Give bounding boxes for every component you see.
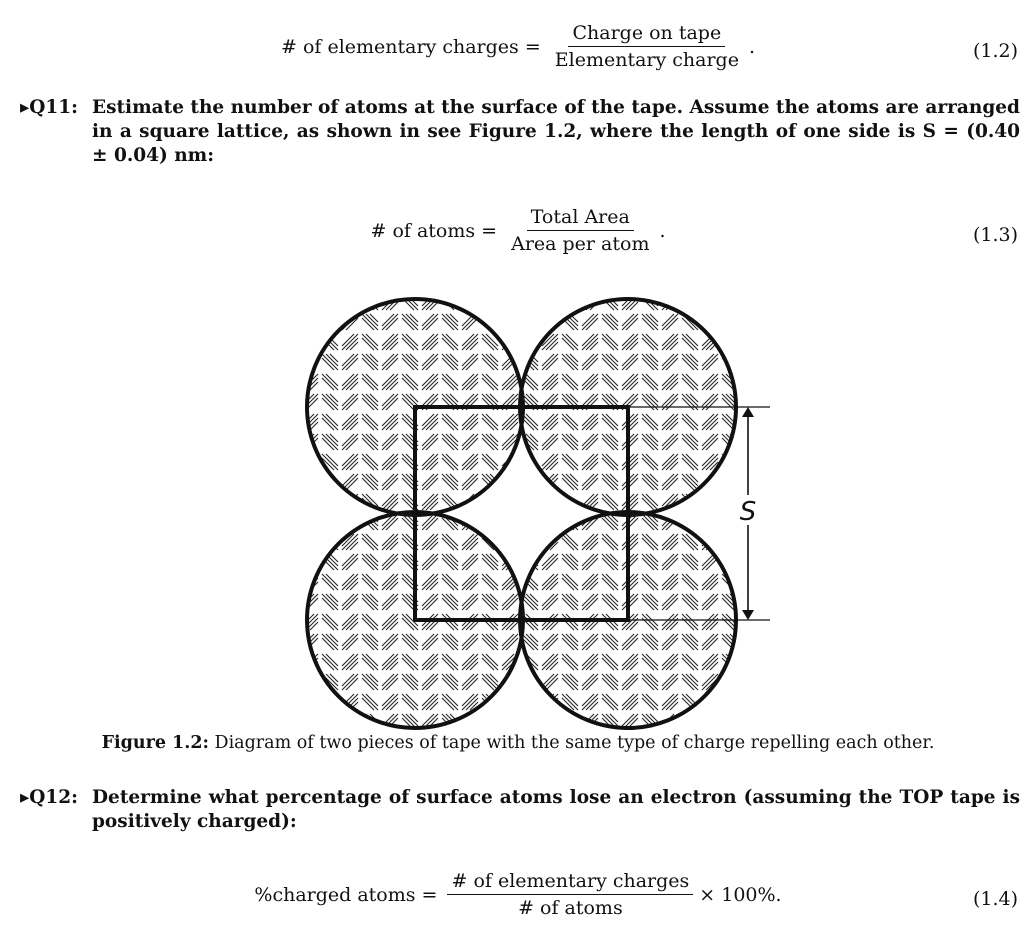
equation-tail: × 100%. [699,883,782,906]
fraction [447,870,693,919]
equation-lhs: # of atoms = [370,219,498,242]
equation-number: (1.3) [972,224,1018,246]
equation-1-2 [0,22,1036,71]
equation-number: (1.2) [972,40,1018,62]
equation-1-4 [0,870,1036,919]
fraction-denominator: # of atoms [518,897,623,919]
question-marker: ▸Q11: [20,97,78,118]
fraction-numerator: Charge on tape [568,22,725,47]
fraction [551,22,743,71]
question-marker: ▸Q12: [20,787,78,808]
equation-tail: . [659,219,666,242]
fraction-numerator: Total Area [527,206,634,231]
equation-number: (1.4) [972,888,1018,910]
fraction-denominator: Elementary charge [554,49,739,71]
equation-lhs: # of elementary charges = [280,35,541,58]
equation-1-3 [0,206,1036,255]
equation-tail: . [748,35,755,58]
lattice-diagram [300,292,780,732]
question-text: Estimate the number of atoms at the surface of the tape. Assume the atoms are arranged in a square lattice, as shown in see Figure 1.2, where the length of one side is S = (0.40 ± 0.04) nm: [92,97,1020,166]
equation-lhs: %charged atoms = [254,883,438,906]
caption-label: Figure 1.2: [101,733,209,753]
question-q11 [20,96,1020,168]
caption-text: Diagram of two pieces of tape with the same type of charge repelling each other. [214,733,935,753]
square-lattice-figure [300,292,780,732]
fraction [507,206,653,255]
fraction-denominator: Area per atom [511,233,650,255]
question-q12 [20,786,1020,834]
dimension-label: S [739,497,757,527]
question-text: Determine what percentage of surface atoms lose an electron (assuming the TOP tape is positively charged): [92,787,1020,832]
fraction-numerator: # of elementary charges [447,870,693,895]
figure-caption [0,733,1036,753]
